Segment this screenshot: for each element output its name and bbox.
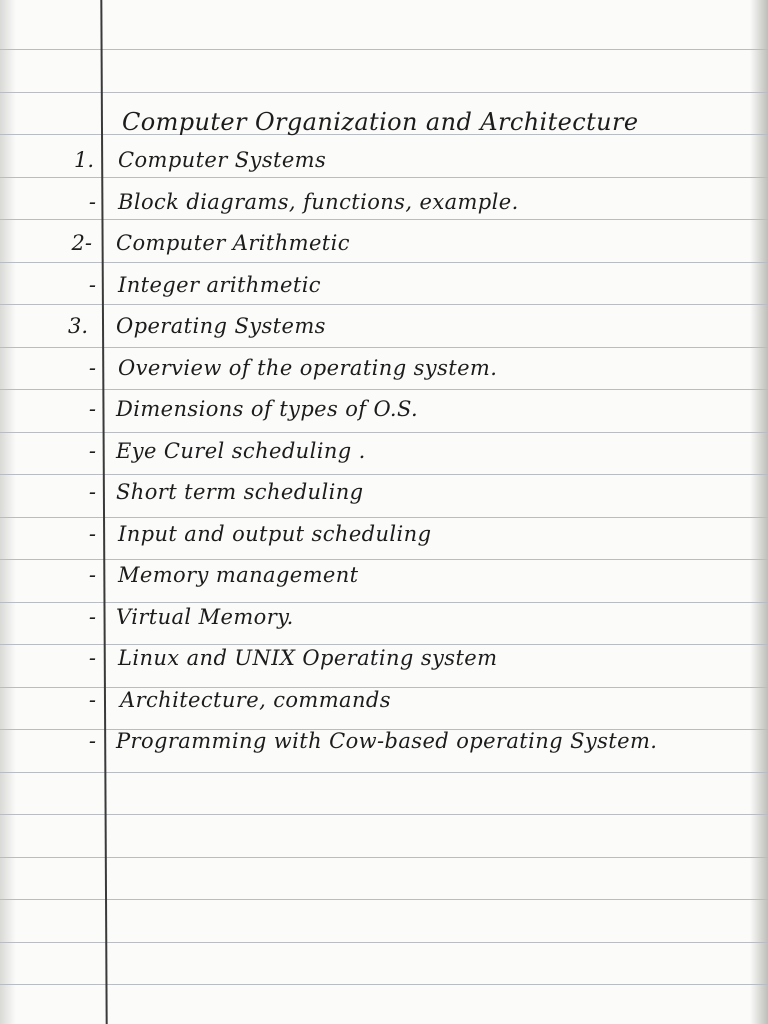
note-line: Eye Curel scheduling .	[116, 439, 366, 463]
line-marker: -	[88, 439, 96, 463]
margin-line	[100, 0, 107, 1024]
note-line: Input and output scheduling	[118, 522, 432, 546]
note-line: Architecture, commands	[120, 688, 391, 712]
ruled-line	[0, 857, 768, 858]
ruled-line	[0, 984, 768, 985]
ruled-line	[0, 559, 768, 560]
ruled-line	[0, 389, 768, 390]
ruled-line	[0, 347, 768, 348]
ruled-line	[0, 219, 768, 220]
note-line: Computer Systems	[118, 148, 327, 172]
note-line: Block diagrams, functions, example.	[118, 190, 519, 214]
note-line: Memory management	[118, 563, 359, 587]
line-marker: -	[88, 729, 96, 753]
note-line: Integer arithmetic	[118, 273, 321, 297]
page-edge-shadow-left	[0, 0, 16, 1024]
line-marker: -	[88, 522, 96, 546]
ruled-line	[0, 262, 768, 263]
ruled-line	[0, 772, 768, 773]
ruled-line	[0, 517, 768, 518]
ruled-line	[0, 92, 768, 93]
line-marker: 2-	[71, 231, 92, 255]
ruled-line	[0, 177, 768, 178]
note-line: Overview of the operating system.	[118, 356, 498, 380]
note-line: Virtual Memory.	[116, 605, 294, 629]
line-marker: 3.	[67, 314, 88, 338]
ruled-line	[0, 304, 768, 305]
line-marker: -	[88, 605, 96, 629]
line-marker: -	[88, 273, 96, 297]
ruled-line	[0, 49, 768, 50]
note-line: Programming with Cow-based operating System.	[116, 729, 658, 753]
line-marker: -	[88, 356, 96, 380]
ruled-line	[0, 602, 768, 603]
ruled-line	[0, 814, 768, 815]
ruled-line	[0, 942, 768, 943]
line-marker: -	[88, 646, 96, 670]
note-line: Computer Arithmetic	[116, 231, 350, 255]
line-marker: -	[88, 397, 96, 421]
page-edge-shadow-right	[750, 0, 768, 1024]
note-line: Operating Systems	[116, 314, 326, 338]
ruled-line	[0, 432, 768, 433]
ruled-line	[0, 474, 768, 475]
line-marker: -	[88, 190, 96, 214]
note-line: Dimensions of types of O.S.	[116, 397, 419, 421]
line-marker: -	[88, 688, 96, 712]
ruled-line	[0, 899, 768, 900]
ruled-line	[0, 644, 768, 645]
page-title: Computer Organization and Architecture	[122, 108, 639, 136]
line-marker: -	[88, 563, 96, 587]
note-line: Short term scheduling	[116, 480, 364, 504]
line-marker: 1.	[73, 148, 94, 172]
line-marker: -	[88, 480, 96, 504]
note-line: Linux and UNIX Operating system	[118, 646, 498, 670]
